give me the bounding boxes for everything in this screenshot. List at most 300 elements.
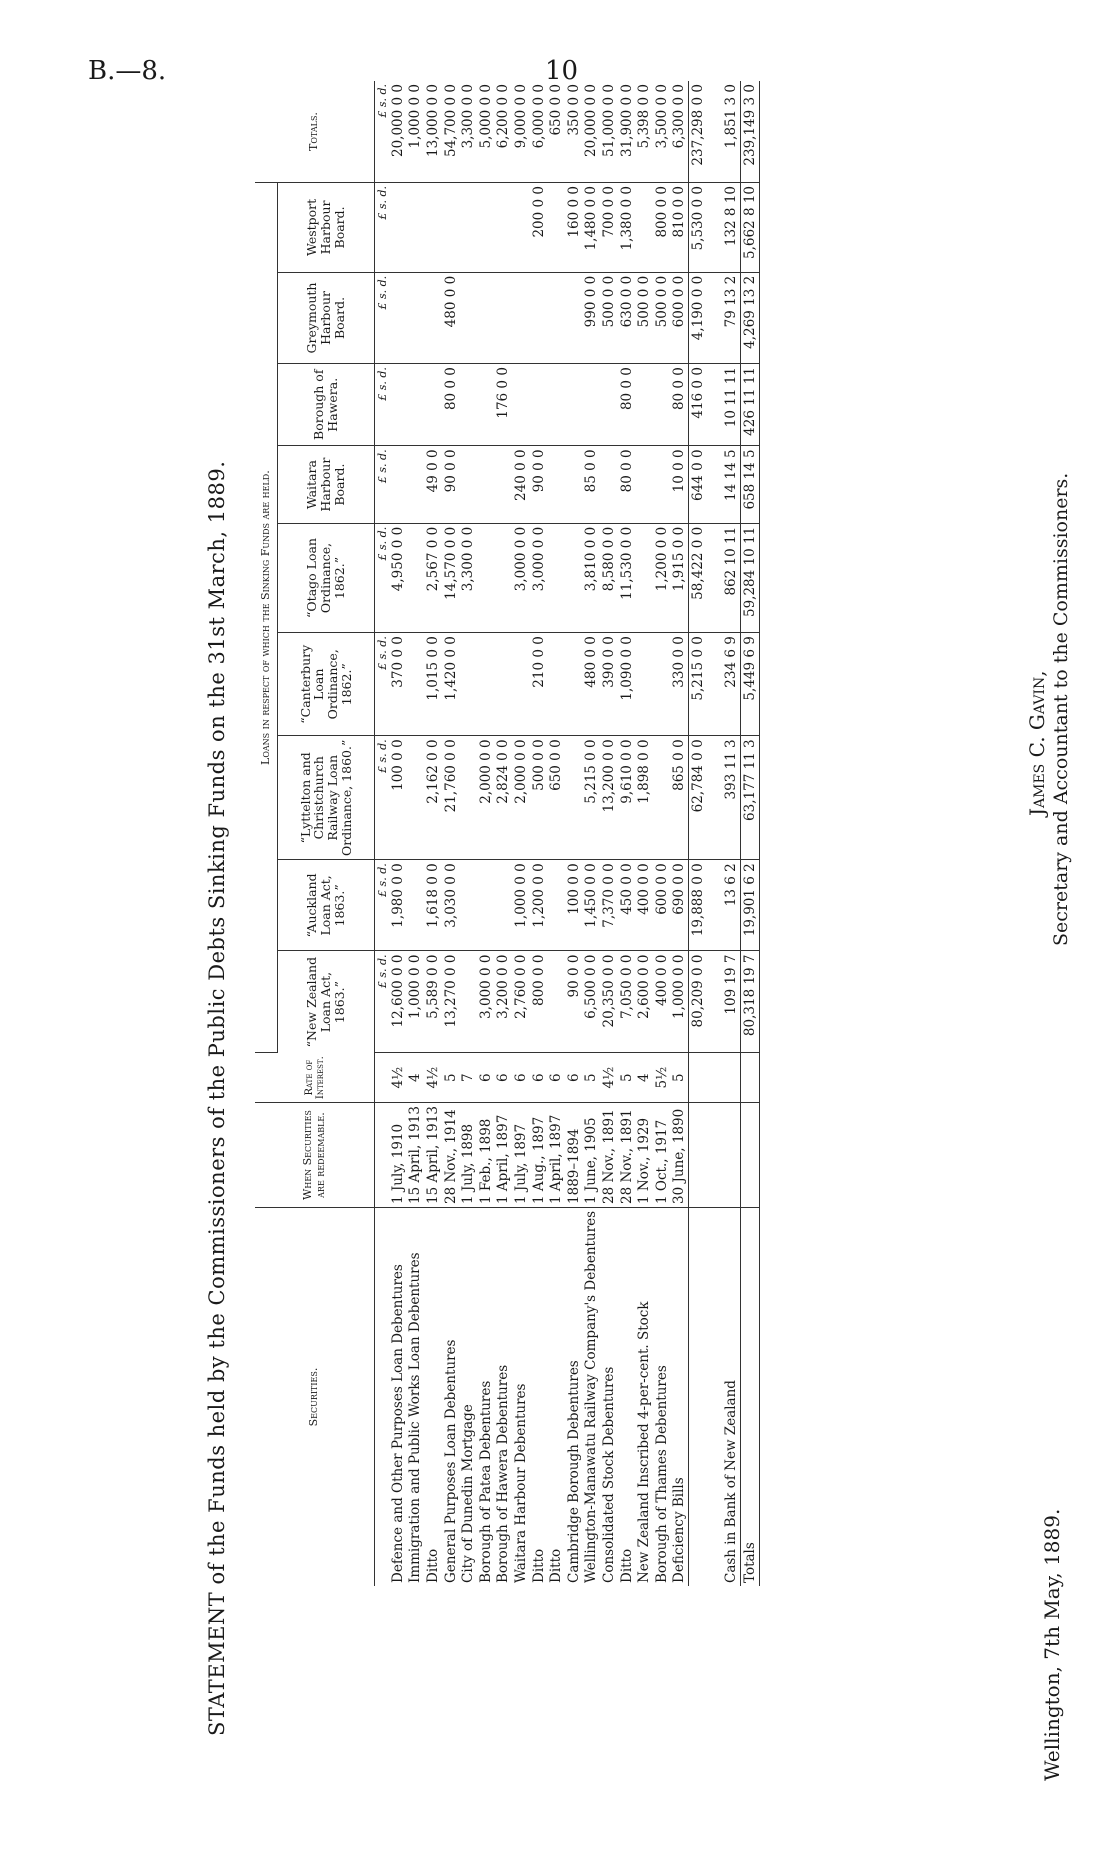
amount-cell	[495, 183, 513, 273]
spacer-cell	[707, 523, 723, 632]
amount-cell: 13,270 0 0	[442, 951, 460, 1053]
units-blank-cell	[375, 1207, 390, 1586]
table-body	[375, 81, 760, 1586]
amount-cell: 5,530 0 0	[689, 183, 707, 273]
security-cell	[689, 1207, 707, 1586]
amount-cell	[424, 364, 442, 446]
units-cell: £ s. d.	[375, 81, 390, 183]
amount-cell: 6,500 0 0	[583, 951, 601, 1053]
amount-cell: 862 10 11	[723, 523, 741, 632]
security-cell: Cambridge Borough Debentures	[565, 1360, 582, 1583]
amount-cell: 5,215 0 0	[689, 633, 707, 736]
units-row	[375, 81, 390, 1586]
redeemable-cell: 28 Nov., 1891	[600, 1103, 618, 1208]
amount-cell: 390 0 0	[600, 633, 618, 736]
security-cell: Totals	[741, 1207, 760, 1586]
amount-cell: 90 0 0	[442, 446, 460, 523]
units-cell: £ s. d.	[375, 364, 390, 446]
units-cell: £ s. d.	[375, 736, 390, 860]
redeemable-cell: 1 June, 1905	[583, 1103, 601, 1208]
amount-cell: 200 0 0	[530, 183, 548, 273]
amount-cell: 990 0 0	[583, 272, 601, 363]
amount-cell: 3,500 0 0	[653, 81, 671, 183]
table-row	[653, 81, 671, 1586]
amount-cell: 600 0 0	[671, 272, 689, 363]
amount-cell: 13 6 2	[723, 860, 741, 951]
amount-cell: 865 0 0	[671, 736, 689, 860]
security-cell: Deficiency Bills	[671, 1477, 688, 1583]
amount-cell: 80 0 0	[671, 364, 689, 446]
spacer-cell	[707, 736, 723, 860]
amount-cell: 20,000 0 0	[389, 81, 407, 183]
amount-cell	[495, 272, 513, 363]
document-code: B.—8.	[88, 56, 167, 86]
amount-cell: 690 0 0	[671, 860, 689, 951]
amount-cell	[407, 523, 425, 632]
loans-group-header: Loans in respect of which the Sinking Funds are held.	[255, 183, 278, 1053]
redeemable-cell: 1 July, 1910	[389, 1103, 407, 1208]
amount-cell	[407, 633, 425, 736]
amount-cell: 2,000 0 0	[477, 736, 495, 860]
security-cell: Borough of Patea Debentures	[477, 1380, 494, 1583]
amount-cell	[459, 736, 477, 860]
amount-cell	[547, 446, 565, 523]
amount-cell: 9,000 0 0	[512, 81, 530, 183]
amount-cell: 480 0 0	[583, 633, 601, 736]
amount-cell: 3,000 0 0	[530, 523, 548, 632]
amount-cell: 31,900 0 0	[618, 81, 636, 183]
amount-cell: 20,350 0 0	[600, 951, 618, 1053]
rate-cell: 5	[618, 1053, 636, 1103]
amount-cell	[424, 272, 442, 363]
amount-cell: 1,980 0 0	[389, 860, 407, 951]
security-cell: Ditto	[424, 1548, 441, 1583]
amount-cell: 650 0 0	[547, 736, 565, 860]
amount-cell: 7,050 0 0	[618, 951, 636, 1053]
amount-cell	[495, 523, 513, 632]
security-cell: Borough of Hawera Debentures	[495, 1364, 512, 1583]
rate-cell: 4	[635, 1053, 653, 1103]
col-auckland-loan-1863: “Auckland Loan Act, 1863.”	[278, 860, 375, 951]
amount-cell	[530, 364, 548, 446]
amount-cell: 2,162 0 0	[424, 736, 442, 860]
spacer-cell	[707, 860, 723, 951]
redeemable-cell	[689, 1103, 707, 1208]
amount-cell: 9,610 0 0	[618, 736, 636, 860]
amount-cell: 239,149 3 0	[741, 81, 760, 183]
amount-cell: 1,000 0 0	[407, 81, 425, 183]
amount-cell: 500 0 0	[530, 736, 548, 860]
signer-name: James C. Gavin,	[1025, 670, 1049, 816]
amount-cell: 49 0 0	[424, 446, 442, 523]
amount-cell: 2,760 0 0	[512, 951, 530, 1053]
rate-cell: 4½	[389, 1053, 407, 1103]
amount-cell: 5,589 0 0	[424, 951, 442, 1053]
table-row	[530, 81, 548, 1586]
amount-cell: 1,015 0 0	[424, 633, 442, 736]
redeemable-cell: 1889–1894	[565, 1103, 583, 1208]
col-rate: Rate of Interest.	[255, 1053, 375, 1103]
amount-cell: 2,600 0 0	[635, 951, 653, 1053]
amount-cell	[477, 633, 495, 736]
security-cell: Waitara Harbour Debentures	[512, 1383, 529, 1583]
amount-cell: 4,269 13 2	[741, 272, 760, 363]
amount-cell: 11,530 0 0	[618, 523, 636, 632]
amount-cell	[495, 446, 513, 523]
amount-cell	[477, 272, 495, 363]
amount-cell: 80,318 19 7	[741, 951, 760, 1053]
redeemable-cell: 15 April, 1913	[407, 1103, 425, 1208]
security-cell: Ditto	[548, 1548, 565, 1583]
redeemable-cell: 1 April, 1897	[495, 1103, 513, 1208]
amount-cell: 132 8 10	[723, 183, 741, 273]
amount-cell: 480 0 0	[442, 272, 460, 363]
amount-cell: 3,300 0 0	[459, 81, 477, 183]
spacer-cell	[707, 272, 723, 363]
table-row	[565, 81, 583, 1586]
col-securities: Securities.	[255, 1207, 375, 1586]
table-row	[689, 81, 707, 1586]
amount-cell: 80,209 0 0	[689, 951, 707, 1053]
amount-cell: 450 0 0	[618, 860, 636, 951]
amount-cell: 210 0 0	[530, 633, 548, 736]
amount-cell	[600, 446, 618, 523]
amount-cell	[547, 951, 565, 1053]
amount-cell	[547, 183, 565, 273]
amount-cell	[565, 446, 583, 523]
amount-cell	[547, 860, 565, 951]
amount-cell: 6,000 0 0	[530, 81, 548, 183]
amount-cell: 3,000 0 0	[477, 951, 495, 1053]
rate-cell	[689, 1053, 707, 1103]
rate-cell: 4½	[424, 1053, 442, 1103]
rate-cell: 5½	[653, 1053, 671, 1103]
amount-cell	[389, 183, 407, 273]
amount-cell: 500 0 0	[635, 272, 653, 363]
amount-cell	[583, 364, 601, 446]
amount-cell	[653, 736, 671, 860]
signer-title: Secretary and Accountant to the Commissioners.	[1050, 472, 1072, 946]
redeemable-cell	[741, 1103, 760, 1208]
amount-cell: 3,000 0 0	[512, 523, 530, 632]
table-row	[741, 81, 760, 1586]
amount-cell: 20,000 0 0	[583, 81, 601, 183]
amount-cell: 51,000 0 0	[600, 81, 618, 183]
amount-cell	[459, 951, 477, 1053]
amount-cell	[635, 183, 653, 273]
amount-cell	[600, 364, 618, 446]
amount-cell: 1,851 3 0	[723, 81, 741, 183]
units-cell: £ s. d.	[375, 523, 390, 632]
amount-cell: 2,000 0 0	[512, 736, 530, 860]
amount-cell: 6,200 0 0	[495, 81, 513, 183]
amount-cell: 330 0 0	[671, 633, 689, 736]
amount-cell	[477, 860, 495, 951]
table-row	[583, 81, 601, 1586]
table-row	[442, 81, 460, 1586]
amount-cell: 1,000 0 0	[671, 951, 689, 1053]
amount-cell: 5,215 0 0	[583, 736, 601, 860]
security-cell: Ditto	[530, 1548, 547, 1583]
redeemable-cell	[723, 1103, 741, 1208]
rate-cell: 5	[583, 1053, 601, 1103]
amount-cell: 1,200 0 0	[530, 860, 548, 951]
spacer-row	[707, 81, 723, 1586]
amount-cell: 5,662 8 10	[741, 183, 760, 273]
redeemable-cell: 1 April, 1897	[547, 1103, 565, 1208]
amount-cell	[565, 272, 583, 363]
rate-cell: 6	[547, 1053, 565, 1103]
amount-cell: 500 0 0	[653, 272, 671, 363]
units-cell: £ s. d.	[375, 183, 390, 273]
spacer-cell	[707, 446, 723, 523]
amount-cell: 176 0 0	[495, 364, 513, 446]
amount-cell: 700 0 0	[600, 183, 618, 273]
spacer-cell	[707, 1103, 723, 1208]
amount-cell: 19,888 0 0	[689, 860, 707, 951]
amount-cell: 54,700 0 0	[442, 81, 460, 183]
redeemable-cell: 28 Nov., 1891	[618, 1103, 636, 1208]
rate-cell: 6	[477, 1053, 495, 1103]
amount-cell: 426 11 11	[741, 364, 760, 446]
security-cell: Borough of Thames Debentures	[653, 1365, 670, 1583]
amount-cell	[512, 364, 530, 446]
units-blank-cell	[375, 1103, 390, 1208]
amount-cell	[389, 446, 407, 523]
amount-cell: 237,298 0 0	[689, 81, 707, 183]
amount-cell: 1,618 0 0	[424, 860, 442, 951]
amount-cell: 10 0 0	[671, 446, 689, 523]
amount-cell: 12,600 0 0	[389, 951, 407, 1053]
rate-cell: 5	[442, 1053, 460, 1103]
rate-cell: 5	[671, 1053, 689, 1103]
col-redeemable: When Securities are redeemable.	[255, 1103, 375, 1208]
table-row	[495, 81, 513, 1586]
amount-cell	[547, 364, 565, 446]
amount-cell: 100 0 0	[565, 860, 583, 951]
amount-cell	[565, 633, 583, 736]
amount-cell	[407, 272, 425, 363]
amount-cell: 1,380 0 0	[618, 183, 636, 273]
amount-cell: 14 14 5	[723, 446, 741, 523]
amount-cell	[653, 364, 671, 446]
security-cell: Ditto	[618, 1548, 635, 1583]
amount-cell: 630 0 0	[618, 272, 636, 363]
amount-cell: 100 0 0	[389, 736, 407, 860]
table-group-header-row	[255, 81, 278, 1586]
spacer-cell	[707, 633, 723, 736]
security-cell: Defence and Other Purposes Loan Debentures	[389, 1264, 406, 1583]
amount-cell	[495, 633, 513, 736]
amount-cell: 10 11 11	[723, 364, 741, 446]
amount-cell: 2,567 0 0	[424, 523, 442, 632]
amount-cell: 109 19 7	[723, 951, 741, 1053]
sinking-funds-table	[255, 81, 760, 1586]
amount-cell: 4,950 0 0	[389, 523, 407, 632]
amount-cell: 350 0 0	[565, 81, 583, 183]
amount-cell	[407, 183, 425, 273]
amount-cell	[547, 633, 565, 736]
table-row	[618, 81, 636, 1586]
amount-cell: 8,580 0 0	[600, 523, 618, 632]
amount-cell: 416 0 0	[689, 364, 707, 446]
amount-cell	[635, 364, 653, 446]
spacer-cell	[707, 1053, 723, 1103]
col-totals: Totals.	[255, 81, 375, 183]
security-cell: Immigration and Public Works Loan Debentures	[407, 1252, 424, 1583]
amount-cell	[635, 633, 653, 736]
amount-cell: 5,449 6 9	[741, 633, 760, 736]
table-row	[407, 81, 425, 1586]
amount-cell: 234 6 9	[723, 633, 741, 736]
redeemable-cell: 1 July, 1898	[459, 1103, 477, 1208]
amount-cell: 1,090 0 0	[618, 633, 636, 736]
amount-cell: 650 0 0	[547, 81, 565, 183]
amount-cell: 80 0 0	[442, 364, 460, 446]
amount-cell: 6,300 0 0	[671, 81, 689, 183]
amount-cell	[547, 523, 565, 632]
amount-cell	[512, 272, 530, 363]
col-canterbury-loan-1862: “Canterbury Loan Ordinance, 1862.”	[278, 633, 375, 736]
col-nz-loan-1863: “New Zealand Loan Act, 1863.”	[278, 951, 375, 1053]
amount-cell: 1,915 0 0	[671, 523, 689, 632]
table-row	[723, 81, 741, 1586]
amount-cell: 3,810 0 0	[583, 523, 601, 632]
units-cell: £ s. d.	[375, 446, 390, 523]
amount-cell: 500 0 0	[600, 272, 618, 363]
amount-cell	[530, 272, 548, 363]
amount-cell: 2,824 0 0	[495, 736, 513, 860]
units-cell: £ s. d.	[375, 951, 390, 1053]
spacer-cell	[707, 183, 723, 273]
security-cell: City of Dunedin Mortgage	[460, 1404, 477, 1583]
amount-cell: 13,200 0 0	[600, 736, 618, 860]
amount-cell: 1,450 0 0	[583, 860, 601, 951]
amount-cell: 1,420 0 0	[442, 633, 460, 736]
amount-cell	[459, 364, 477, 446]
amount-cell: 19,901 6 2	[741, 860, 760, 951]
amount-cell: 1,480 0 0	[583, 183, 601, 273]
amount-cell	[477, 446, 495, 523]
amount-cell	[442, 183, 460, 273]
page-title: STATEMENT of the Funds held by the Commissioners of the Public Debts Sinking Funds on the 31st March, 1889.	[205, 460, 229, 1736]
amount-cell: 370 0 0	[389, 633, 407, 736]
amount-cell	[653, 446, 671, 523]
table-row	[477, 81, 495, 1586]
security-cell: Wellington-Manawatu Railway Company's Debentures	[583, 1210, 600, 1583]
rate-cell: 6	[512, 1053, 530, 1103]
amount-cell: 240 0 0	[512, 446, 530, 523]
amount-cell	[477, 364, 495, 446]
col-borough-hawera: Borough of Hawera.	[278, 364, 375, 446]
redeemable-cell: 30 June, 1890	[671, 1103, 689, 1208]
amount-cell: 1,000 0 0	[512, 860, 530, 951]
amount-cell	[389, 364, 407, 446]
security-cell: General Purposes Loan Debentures	[442, 1339, 459, 1583]
amount-cell	[477, 183, 495, 273]
amount-cell: 800 0 0	[653, 183, 671, 273]
units-cell: £ s. d.	[375, 272, 390, 363]
security-cell: Consolidated Stock Debentures	[600, 1366, 617, 1583]
amount-cell: 3,300 0 0	[459, 523, 477, 632]
amount-cell: 13,000 0 0	[424, 81, 442, 183]
amount-cell	[565, 736, 583, 860]
amount-cell: 658 14 5	[741, 446, 760, 523]
table-row	[459, 81, 477, 1586]
amount-cell	[565, 364, 583, 446]
spacer-cell	[707, 1207, 723, 1586]
amount-cell: 1,898 0 0	[635, 736, 653, 860]
amount-cell: 80 0 0	[618, 446, 636, 523]
rate-cell: 6	[565, 1053, 583, 1103]
col-lyttelton-loan-1860: “Lyttelton and Christchurch Railway Loan Ordinance, 1860.”	[278, 736, 375, 860]
amount-cell: 59,284 10 11	[741, 523, 760, 632]
amount-cell	[477, 523, 495, 632]
amount-cell: 85 0 0	[583, 446, 601, 523]
amount-cell: 5,000 0 0	[477, 81, 495, 183]
table-row	[424, 81, 442, 1586]
amount-cell	[495, 860, 513, 951]
redeemable-cell: 1 Nov., 1929	[635, 1103, 653, 1208]
rate-cell: 6	[495, 1053, 513, 1103]
amount-cell: 63,177 11 3	[741, 736, 760, 860]
amount-cell	[459, 860, 477, 951]
amount-cell	[407, 446, 425, 523]
amount-cell: 400 0 0	[635, 860, 653, 951]
security-cell: Cash in Bank of New Zealand	[723, 1380, 740, 1583]
col-waitara-harbour: Waitara Harbour Board.	[278, 446, 375, 523]
amount-cell	[459, 183, 477, 273]
rate-cell	[723, 1053, 741, 1103]
table-row	[635, 81, 653, 1586]
amount-cell: 58,422 0 0	[689, 523, 707, 632]
amount-cell	[512, 183, 530, 273]
table-row	[547, 81, 565, 1586]
amount-cell	[424, 183, 442, 273]
units-cell: £ s. d.	[375, 633, 390, 736]
amount-cell	[459, 633, 477, 736]
table-row	[600, 81, 618, 1586]
amount-cell	[407, 364, 425, 446]
amount-cell: 600 0 0	[653, 860, 671, 951]
col-otago-loan-1862: “Otago Loan Ordinance, 1862.”	[278, 523, 375, 632]
amount-cell	[653, 633, 671, 736]
amount-cell: 79 13 2	[723, 272, 741, 363]
page-number: 10	[545, 56, 579, 86]
col-westport-harbour: Westport Harbour Board.	[278, 183, 375, 273]
table-row	[389, 81, 407, 1586]
redeemable-cell: 15 April, 1913	[424, 1103, 442, 1208]
amount-cell	[459, 446, 477, 523]
spacer-cell	[707, 81, 723, 183]
redeemable-cell: 1 Aug., 1897	[530, 1103, 548, 1208]
amount-cell: 3,200 0 0	[495, 951, 513, 1053]
spacer-cell	[707, 951, 723, 1053]
rate-cell: 7	[459, 1053, 477, 1103]
amount-cell: 90 0 0	[565, 951, 583, 1053]
amount-cell: 90 0 0	[530, 446, 548, 523]
redeemable-cell: 28 Nov., 1914	[442, 1103, 460, 1208]
place-date: Wellington, 7th May, 1889.	[1040, 1508, 1064, 1781]
amount-cell	[407, 860, 425, 951]
amount-cell: 1,200 0 0	[653, 523, 671, 632]
amount-cell	[407, 736, 425, 860]
amount-cell	[635, 446, 653, 523]
rate-cell: 4	[407, 1053, 425, 1103]
amount-cell: 21,760 0 0	[442, 736, 460, 860]
security-cell: New Zealand Inscribed 4-per-cent. Stock	[636, 1301, 653, 1583]
col-greymouth-harbour: Greymouth Harbour Board.	[278, 272, 375, 363]
